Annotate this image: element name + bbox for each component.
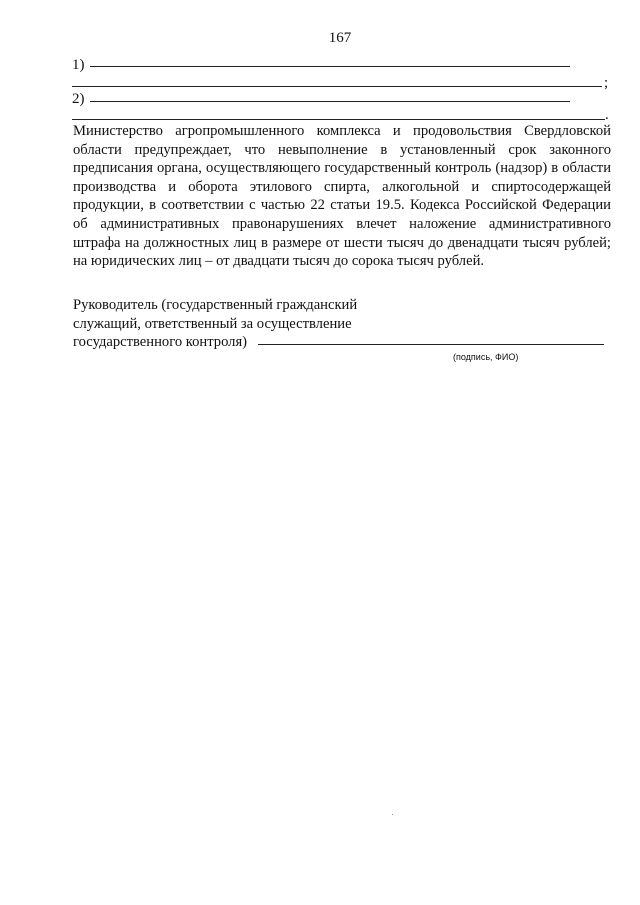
list-item-2-blank-line: [90, 101, 570, 102]
page-number: 167: [328, 30, 352, 46]
signature-role-line-1: Руководитель (государственный гражданский: [73, 297, 358, 313]
signature-role-line-3: государственного контроля): [73, 334, 248, 351]
signature-role-line-2: служащий, ответственный за осуществление: [73, 315, 352, 332]
list-item-1-label: 1): [72, 57, 85, 73]
scan-speck: [392, 814, 393, 815]
list-item-2-label: 2): [72, 91, 85, 107]
list-item-2-blank-line-continued: [72, 119, 605, 120]
signature-line: [258, 344, 604, 345]
list-item-1-blank-line: [90, 66, 570, 67]
list-item-1-end-mark: ;: [604, 75, 609, 91]
signature-caption: (подпись, ФИО): [453, 352, 519, 362]
list-item-2-end-mark: .: [605, 107, 609, 123]
list-item-1-blank-line-continued: [72, 86, 602, 87]
warning-paragraph: Министерство агропромышленного комплекса и продовольствия Свердловской области предупреждает, что невыполнение в установленный срок законного предписания органа, осуществляющего государственный контроль (надзор) в области производства и оборота этилового спирта, алкогольной и спиртосодержащей продукции, в соответствии с частью 22 статьи 19.5. Кодекса Российской Федерации об административных правонарушениях влечет наложение административного штрафа на должностных лиц в размере от шести тысяч до двенадцати тысяч рублей; на юридических лиц – от двадцати тысяч до сорока тысяч рублей.: [73, 123, 611, 270]
